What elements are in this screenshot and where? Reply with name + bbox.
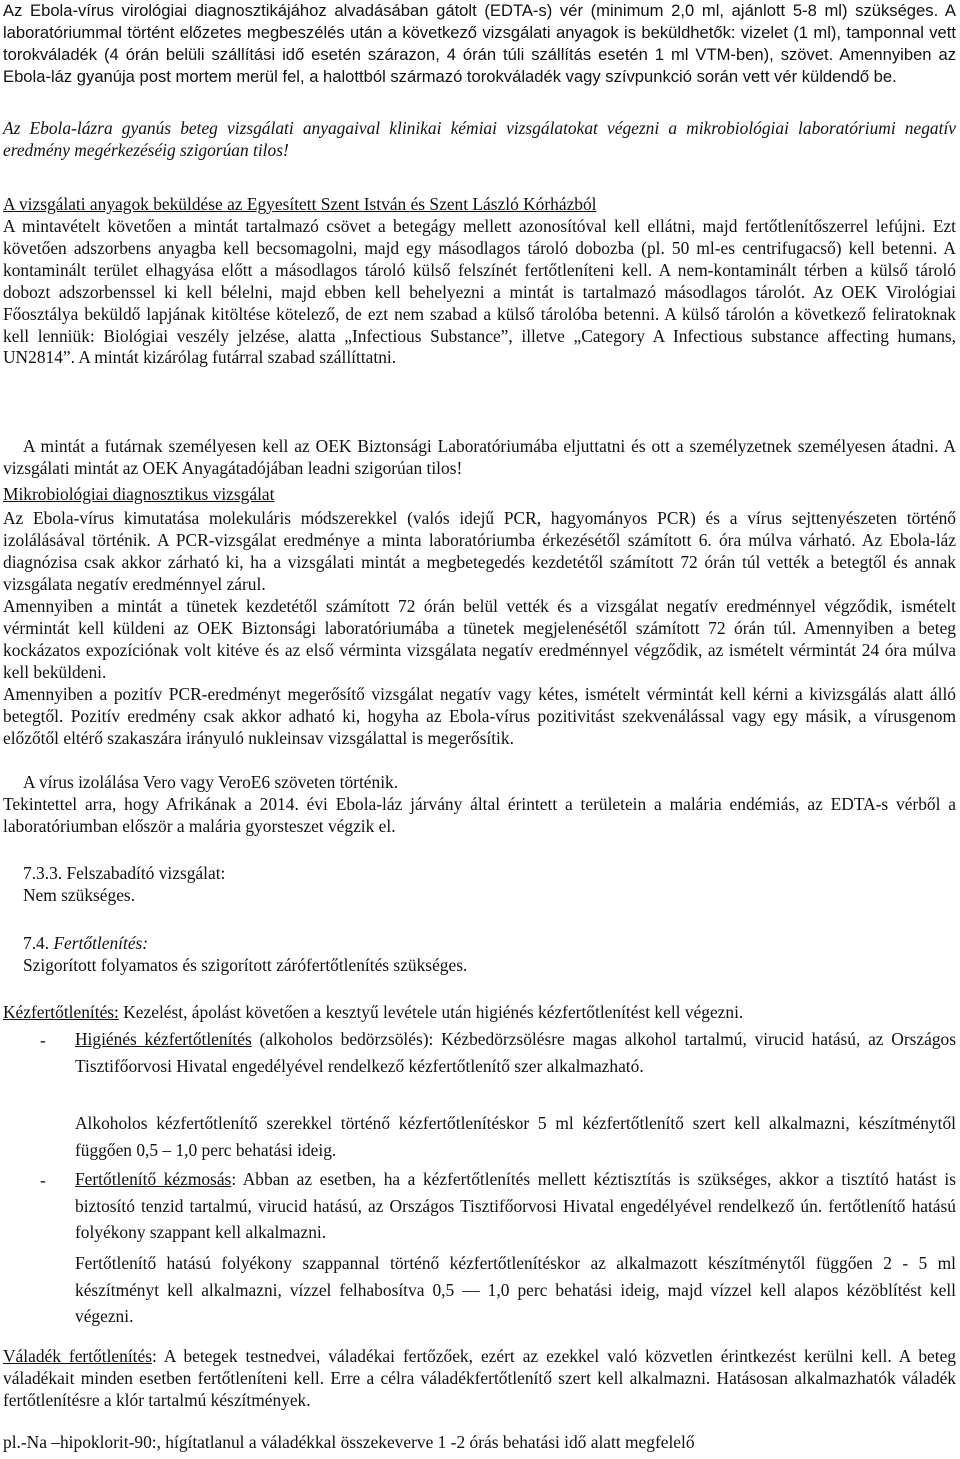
heading-sample-sending: A vizsgálati anyagok beküldése az Egyesített Szent István és Szent László Kórházból [3, 194, 597, 214]
bullet-dash-1: - [40, 1030, 46, 1050]
secretion-disinfection-text: A betegek testnedvei, váladékai fertőzőek, ezért az ezekkel való közvetlen érintkezést kerülni kell. A beteg váladékait minden esetben fertőtleníteni kell. Erre a célra váladékfertőtlenítő szert kell alkalmazni. Hatásosan alkalmazhatók váladék fertőtlenítésre a klór tartalmú készítmények. [3, 1346, 956, 1410]
hand-disinfection-text: Kezelést, ápolást követően a kesztyű levétele után higiénés kézfertőtlenítést kell végezni. [118, 1002, 744, 1022]
disinfecting-handwash-colon: : [231, 1169, 237, 1189]
paragraph-malaria: Tekintettel arra, hogy Afrikának a 2014. évi Ebola-láz járvány által érintett a területein a malária endémiás, az EDTA-s vérből a laboratóriumban először a malária gyorsteszet végzik el. [3, 794, 956, 836]
section-7-4-number: 7.4. [23, 933, 54, 953]
paragraph-sample-types: Az Ebola-vírus virológiai diagnosztikájához alvadásában gátolt (EDTA-s) vér (minimum 2,0 ml, ajánlott 5-8 ml) szükséges. A laboratóriummal történt előzetes megbeszélés után a következő vizsgálati anyagok is beküldhetők: vizelet (1 ml), tamponnal vett torokváladék (4 órán belüli szállítási idő esetén szárazon, 4 órán túli szállítás esetén 1 ml VTM-ben), szövet. Amennyiben az Ebola-láz gyanúja post mortem merül fel, a halottból származó torokváladék vagy szívpunkció során vett vér küldendő be. [3, 1, 956, 86]
paragraph-confirmation: Amennyiben a pozitív PCR-eredményt megerősítő vizsgálat negatív vagy kétes, ismételt vérmintát kell kérni a kivizsgálás alatt álló betegtől. Pozitív eredmény csak akkor adható ki, hogyha az Ebola-vírus pozitivitást szekvenálással vagy egy másik, a vírusgenom előzőtől eltérő szakaszára irányuló nukleinsav vizsgálattal is megerősítik. [3, 684, 956, 748]
section-7-3-3-body: Nem szükséges. [23, 885, 136, 905]
section-7-4-title: Fertőtlenítés: [53, 933, 149, 953]
paragraph-packaging: A mintavételt követően a mintát tartalmazó csövet a betegágy mellett azonosítóval kell ellátni, majd fertőtlenítőszerrel lefújni. Ezt követően adszorbens anyagba kell becsomagolni, majd egy másodlagos tároló dobozba (pl. 50 ml-es centrifugacső) kell betenni. A kontaminált terület elhagyása előtt a másodlagos tároló külső felszínét fertőtleníteni kell. A nem-kontaminált térben a külső tároló dobozt adszorbenssel ki kell bélelni, majd ebben kell behelyezni a mintát is tartalmazó másodlagos tárolót. Az OEK Virológiai Főosztálya beküldő lapjának kitöltése kötelező, de ezt nem szabad a külső tárolóba betenni. A külső tárolón a következő feliratoknak kell lenniük: Biológiai veszély jelzése, alatta „Infectious Substance”, illetve „Category A Infectious substance affecting humans, UN2814”. A mintát kizárólag futárral szabad szállíttatni. [3, 216, 956, 368]
paragraph-pcr: Az Ebola-vírus kimutatása molekuláris módszerekkel (valós idejű PCR, hagyományos PCR) és a vírus sejttenyészeten történő izolálásával történik. A PCR-vizsgálat eredménye a minta laboratóriumba érkezésétől számított 6. óra múlva várható. Az Ebola-láz diagnózisa csak akkor zárható ki, ha a vizsgálati mintát a megbetegedés kezdetétől számított 72 órán túl vették a betegtől és annak vizsgálata negatív eredménnyel zárul. [3, 508, 956, 594]
paragraph-hand-disinfection [3, 1002, 956, 1024]
paragraph-isolation: A vírus izolálása Vero vagy VeroE6 szöveten történik. [23, 772, 399, 792]
disinfecting-handwash-text: Abban az esetben, ha a kézfertőtlenítés mellett kéztisztítás is szükséges, akkor a tisztító hatást is biztosító tenzid tartalmú, virucid hatású, az Országos Tisztifőorvosi Hivatal engedélyével rendelkező ún. fertőtlenítő hatású folyékony szappant kell alkalmazni. [75, 1169, 956, 1243]
bullet-disinfecting-handwash [75, 1166, 956, 1246]
bullet-dash-2: - [40, 1170, 46, 1190]
hygienic-hand-disinfection-label: Higiénés kézfertőtlenítés [75, 1029, 252, 1049]
hand-disinfection-label: Kézfertőtlenítés: [3, 1002, 119, 1022]
paragraph-repeat-sample: Amennyiben a mintát a tünetek kezdetétől számított 72 órán belül vették és a vizsgálat negatív eredménnyel végződik, ismételt vérmintát kell küldeni az OEK Biztonsági laboratóriumába a tünetek megjelenésétől számított 72 órán túl. Amennyiben a beteg kockázatos expozíciónak volt kitéve és az első vérminta vizsgálata negatív eredménnyel végződik, az ismételt vérmintát 24 óra múlva kell beküldeni. [3, 596, 956, 682]
section-7-4-body: Szigorított folyamatos és szigorított zárófertőtlenítés szükséges. [23, 955, 468, 975]
paragraph-secretion-disinfection [3, 1346, 956, 1412]
heading-microbiology: Mikrobiológiai diagnosztikus vizsgálat [3, 484, 275, 504]
secretion-disinfection-label: Váladék fertőtlenítés [3, 1346, 152, 1366]
section-7-3-3-title: 7.3.3. Felszabadító vizsgálat: [23, 863, 226, 883]
hygienic-hand-disinfection-text: Kézbedörzsölésre magas alkohol tartalmú, virucid hatású, az Országos Tisztifőorvosi Hivatal engedélyével rendelkező kézfertőtlenítő szer alkalmazható. [75, 1029, 956, 1076]
disinfecting-handwash-label: Fertőtlenítő kézmosás [75, 1169, 232, 1189]
paragraph-hypochlorite: pl.-Na –hipoklorit-90:, hígítatlanul a váladékkal összekeverve 1 -2 órás behatási idő alatt megfelelő [3, 1432, 695, 1452]
bullet-disinfecting-handwash-more: Fertőtlenítő hatású folyékony szappannal történő kézfertőtlenítéskor az alkalmazott készítménytől függően 2 - 5 ml készítményt kell alkalmazni, vízzel felhabosítva 0,5 — 1,0 perc behatási ideig, majd vízzel kell alapos kézöblítést kell végezni. [75, 1253, 956, 1327]
hygienic-hand-disinfection-paren: (alkoholos bedörzsölés): [251, 1029, 434, 1049]
paragraph-clinical-chemistry-warning: Az Ebola-lázra gyanús beteg vizsgálati anyagaival klinikai kémiai vizsgálatokat végezni a mikrobiológiai laboratóriumi negatív eredmény megérkezéséig szigorúan tilos! [3, 118, 956, 160]
bullet-hygienic-hand-disinfection-more: Alkoholos kézfertőtlenítő szerekkel történő kézfertőtlenítéskor 5 ml kézfertőtlenítő szert kell alkalmazni, készítménytől függően 0,5 – 1,0 perc behatási ideig. [75, 1113, 956, 1160]
bullet-hygienic-hand-disinfection [75, 1026, 956, 1079]
section-7-4-heading [23, 932, 148, 954]
paragraph-courier: A mintát a futárnak személyesen kell az OEK Biztonsági Laboratóriumába eljuttatni és ott a személyzetnek személyesen átadni. A vizsgálati mintát az OEK Anyagátadójában leadni szigorúan tilos! [3, 436, 956, 478]
secretion-disinfection-colon: : [151, 1346, 157, 1366]
